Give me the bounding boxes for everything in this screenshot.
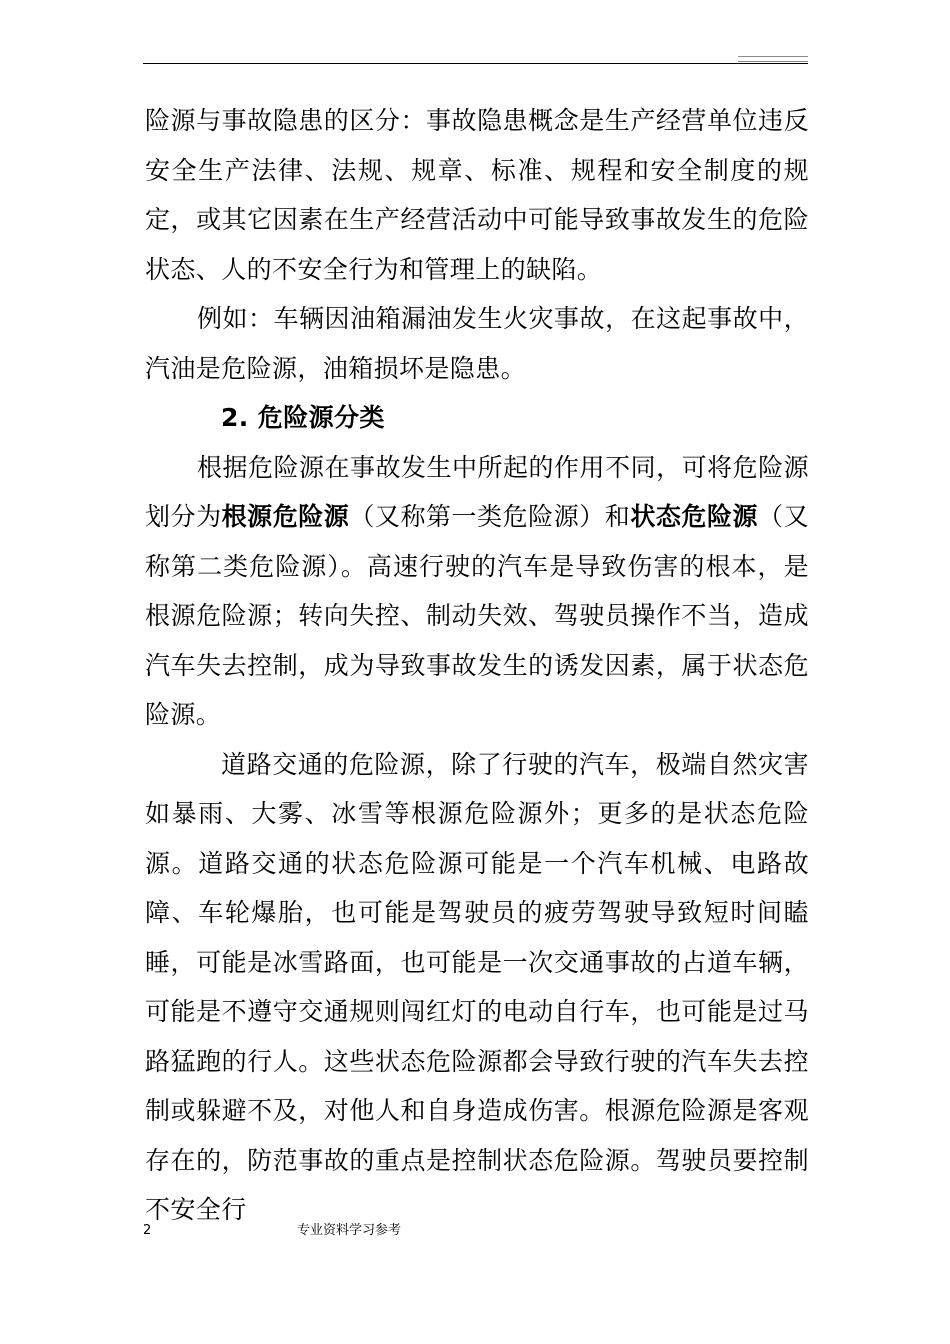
paragraph-hazard-vs-danger: 险源与事故隐患的区分：事故隐患概念是生产经营单位违反安全生产法律、法规、规章、标准、规程和安全制度的规定，或其它因素在生产经营活动中可能导致事故发生的危险状态、人的不安全行为和管理上的缺陷。 bbox=[145, 106, 809, 284]
footer-text: 专业资料学习参考 bbox=[297, 1223, 402, 1238]
term-root-hazard: 根源危险源 bbox=[221, 502, 350, 531]
header-decoration bbox=[738, 56, 808, 62]
classification-text-1: 根据危险源在事故发生中所起的作用不同，可将危险源划分为 bbox=[145, 452, 809, 531]
header-rule bbox=[143, 63, 808, 64]
page-number: 2 bbox=[143, 1223, 152, 1238]
section-heading: 2. 危险源分类 bbox=[221, 403, 385, 432]
document-body bbox=[145, 96, 809, 1235]
paragraph-road-traffic: 道路交通的危险源，除了行驶的汽车，极端自然灾害如暴雨、大雾、冰雪等根源危险源外；更多的是状态危险源。道路交通的状态危险源可能是一个汽车机械、电路故障、车轮爆胎，也可能是驾驶员的疲劳驾驶导致短时间瞌睡，可能是冰雪路面，也可能是一次交通事故的占道车辆，可能是不遵守交通规则闯红灯的电动自行车，也可能是过马路猛跑的行人。这些状态危险源都会导致行驶的汽车失去控制或躲避不及，对他人和自身造成伤害。根源危险源是客观存在的，防范事故的重点是控制状态危险源。驾驶员要控制不安全行 bbox=[145, 749, 809, 1224]
term-state-hazard: 状态危险源 bbox=[630, 502, 759, 531]
classification-text-2: （又称第一类危险源）和 bbox=[349, 502, 631, 531]
paragraph-example: 例如：车辆因油箱漏油发生火灾事故，在这起事故中，汽油是危险源，油箱损坏是隐患。 bbox=[145, 304, 809, 383]
classification-text-3: （又称第二类危险源）。高速行驶的汽车是导致伤害的根本，是根源危险源；转向失控、制动失效、驾驶员操作不当，造成汽车失去控制，成为导致事故发生的诱发因素，属于状态危险源。 bbox=[145, 502, 809, 729]
paragraph-classification bbox=[145, 443, 809, 740]
